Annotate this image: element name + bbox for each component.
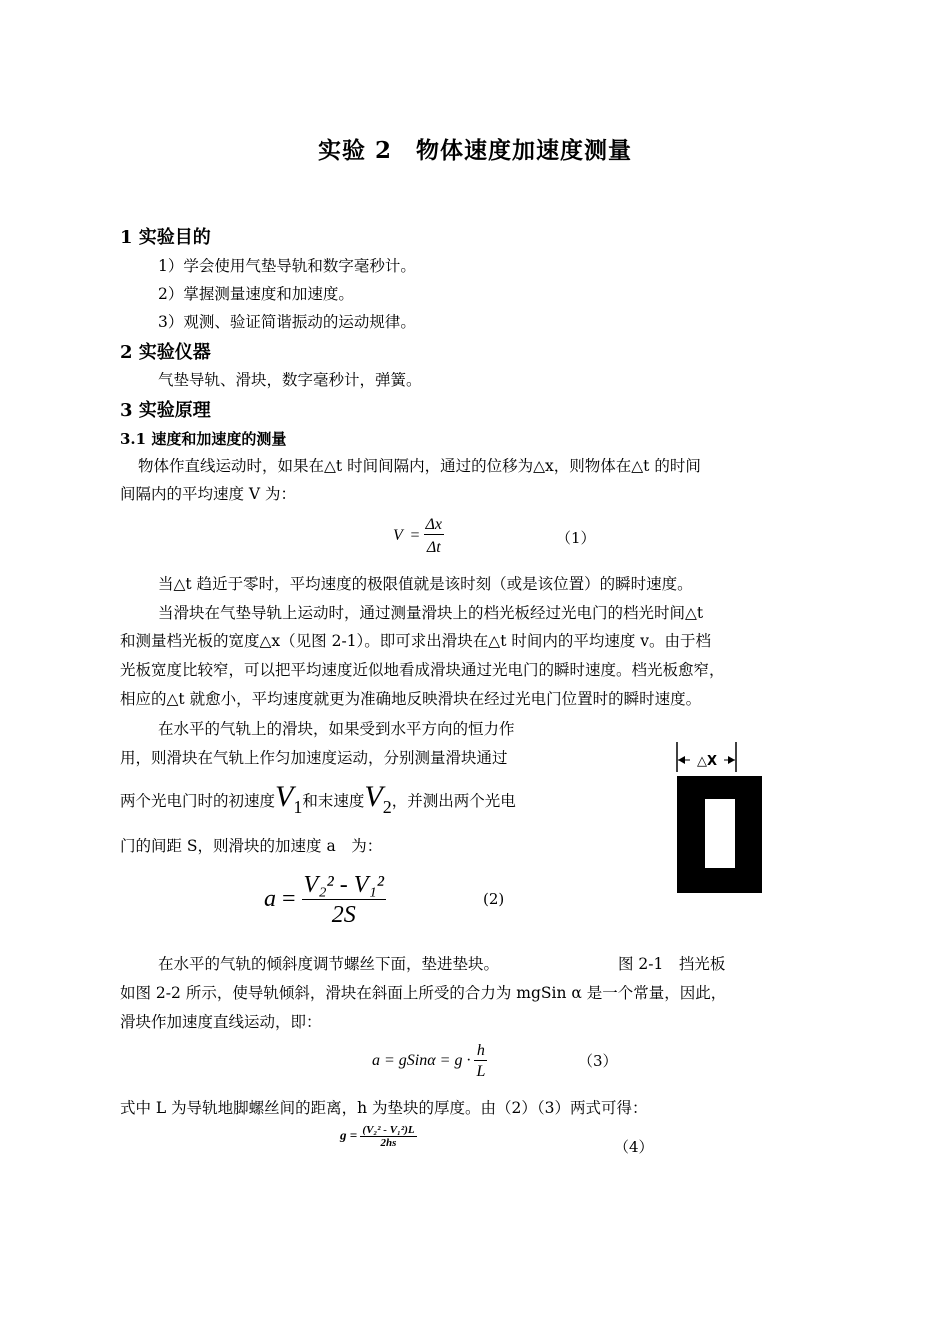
paragraph-5-line-2: 如图 2-2 所示，使导轨倾斜，滑块在斜面上所受的合力为 mgSin α 是一个常量，因此，: [120, 984, 727, 1002]
paragraph-1-line-2: 间隔内的平均速度 V 为：: [120, 485, 297, 503]
page-title: 实验 2 物体速度加速度测量: [317, 137, 632, 164]
paragraph-5-line-1: 在水平的气轨的倾斜度调节螺丝下面，垫进垫块。: [158, 955, 500, 973]
equation-4-numerator: (V₂² - V₁²)L: [362, 1124, 415, 1136]
dimension-arrow-left: [678, 756, 685, 764]
plate-window: [705, 799, 735, 868]
equation-1-number: （1）: [556, 529, 596, 547]
subsection-3-1-heading: 3.1 速度和加速度的测量: [120, 430, 287, 448]
equation-1-denominator: Δt: [426, 539, 441, 556]
section-3-heading: 3 实验原理: [120, 400, 211, 421]
equation-4: [340, 1124, 417, 1149]
equation-2-number: (2): [483, 890, 505, 908]
equation-1-lhs: V: [393, 527, 403, 545]
dimension-label: △X: [696, 754, 718, 769]
objective-2: 2）掌握测量速度和加速度。: [158, 285, 354, 303]
paragraph-4-line-2: 用，则滑块在气轨上作匀加速度运动，分别测量滑块通过: [120, 749, 508, 767]
apparatus-text: 气垫导轨、滑块，数字毫秒计，弹簧。: [158, 371, 422, 389]
paragraph-5-line-3: 滑块作加速度直线运动，即：: [120, 1013, 322, 1031]
section-1-heading: 1 实验目的: [120, 227, 211, 248]
paragraph-4-line-3-a: 两个光电门时的初速度: [120, 792, 276, 810]
equation-2-numerator: V₂² - V₁²: [303, 872, 384, 898]
equation-4-lhs: g =: [340, 1127, 358, 1143]
paragraph-4-line-1: 在水平的气轨上的滑块，如果受到水平方向的恒力作: [158, 720, 515, 738]
equation-4-denominator: 2hs: [380, 1137, 397, 1149]
objective-3: 3）观测、验证简谐振动的运动规律。: [158, 313, 416, 331]
section-2-heading: 2 实验仪器: [120, 342, 211, 363]
paragraph-4-line-3-b: 和末速度: [302, 792, 365, 810]
figure-caption: 图 2-1 挡光板: [618, 955, 726, 973]
paragraph-3-line-2: 和测量档光板的宽度△x（见图 2-1）。即可求出滑块在△t 时间内的平均速度 v。由于档: [120, 632, 712, 650]
paragraph-2: 当△t 趋近于零时，平均速度的极限值就是该时刻（或是该位置）的瞬时速度。: [158, 575, 693, 593]
paragraph-1-line-1: 物体作直线运动时，如果在△t 时间间隔内，通过的位移为△x，则物体在△t 的时间: [138, 457, 701, 475]
v1-symbol: $V_1$: [275, 780, 303, 817]
objective-1: 1）学会使用气垫导轨和数字毫秒计。: [158, 257, 416, 275]
equation-3-denominator: L: [476, 1063, 486, 1080]
equation-2-lhs: a: [264, 886, 276, 913]
equation-1-numerator: Δx: [425, 516, 443, 533]
paragraph-4-line-4: 门的间距 S，则滑块的加速度 a 为：: [120, 837, 383, 855]
equation-4-number: （4）: [614, 1138, 654, 1156]
paragraph-3-line-4: 相应的△t 就愈小，平均速度就更为准确地反映滑块在经过光电门位置时的瞬时速度。: [120, 690, 702, 708]
dimension-arrow-right: [728, 756, 735, 764]
v2-symbol: $V_2$: [364, 780, 392, 817]
paragraph-4-line-3: [120, 780, 516, 821]
equation-1: V = $\frac{\Delta x}{\Delta t}$: [393, 516, 443, 556]
light-blocking-plate-figure: [670, 738, 770, 898]
equation-3: [372, 1042, 487, 1081]
equation-3-lhs: a = gSinα = g ·: [372, 1052, 471, 1070]
equation-3-numerator: h: [474, 1042, 487, 1061]
equation-3-number: （3）: [578, 1052, 618, 1070]
equation-2-denominator: 2S: [331, 902, 356, 928]
paragraph-3-line-3: 光板宽度比较窄，可以把平均速度近似地看成滑块通过光电门的瞬时速度。档光板愈窄，: [120, 661, 725, 679]
paragraph-6: 式中 L 为导轨地脚螺丝间的距离，h 为垫块的厚度。由（2）（3）两式可得：: [120, 1099, 648, 1117]
paragraph-4-line-3-c: ，并测出两个光电: [391, 792, 516, 810]
equation-2: a = $\frac{\text{V₂² - V₁²}}{2S}$: [264, 872, 384, 928]
paragraph-3-line-1: 当滑块在气垫导轨上运动时，通过测量滑块上的档光板经过光电门的档光时间△t: [158, 604, 704, 622]
